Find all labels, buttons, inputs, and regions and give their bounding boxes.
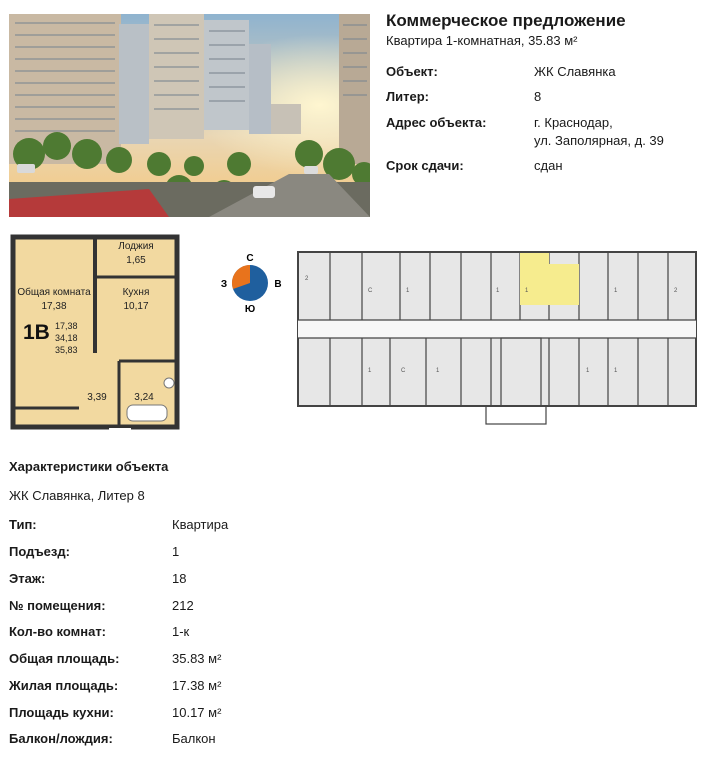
field-liter-value: 8	[534, 89, 542, 104]
offer-title: Коммерческое предложение	[386, 11, 626, 30]
field-deadline-label: Срок сдачи:	[386, 158, 464, 173]
plan-type-code: 1В	[23, 321, 50, 344]
field-liter-label: Литер:	[386, 89, 429, 104]
building-photo	[9, 14, 370, 217]
offer-subtitle: Квартира 1-комнатная, 35.83 м²	[386, 33, 578, 48]
char-floor-value: 18	[172, 571, 187, 586]
char-entrance-label: Подъезд:	[9, 544, 70, 559]
char-living-area-label: Жилая площадь:	[9, 678, 119, 693]
svg-text:1: 1	[406, 288, 410, 294]
plan-sum-total-no-loggia: 34,18	[55, 333, 78, 343]
plan-kitchen-area: 10,17	[123, 301, 149, 312]
characteristics-subtitle: ЖК Славянка, Литер 8	[9, 488, 145, 503]
char-kitchen-area-value: 10.17 м²	[172, 705, 222, 720]
svg-text:1: 1	[368, 368, 372, 374]
plan-loggia-area: 1,65	[126, 255, 146, 266]
field-deadline-value: сдан	[534, 158, 563, 173]
char-balcony-label: Балкон/лождия:	[9, 731, 113, 746]
char-unit-value: 212	[172, 598, 194, 613]
field-address-label: Адрес объекта:	[386, 115, 487, 130]
plan-sum-total: 35,83	[55, 345, 78, 355]
char-kitchen-area-label: Площадь кухни:	[9, 705, 114, 720]
floor-plan	[296, 250, 700, 428]
char-entrance-value: 1	[172, 544, 180, 559]
plan-room-label: Общая комната	[17, 287, 91, 298]
field-address-value: г. Краснодар,	[534, 115, 613, 130]
char-type-label: Тип:	[9, 517, 37, 532]
char-floor-label: Этаж:	[9, 571, 46, 586]
char-balcony-value: Балкон	[172, 731, 216, 746]
svg-text:1: 1	[436, 368, 440, 374]
svg-text:1: 1	[586, 368, 590, 374]
svg-text:1: 1	[614, 368, 618, 374]
apartment-plan	[9, 233, 181, 433]
char-total-area-value: 35.83 м²	[172, 651, 222, 666]
svg-text:2: 2	[305, 276, 309, 282]
svg-text:1: 1	[525, 288, 529, 294]
field-address-value-line2: ул. Заполярная, д. 39	[534, 133, 664, 148]
svg-text:1: 1	[614, 288, 618, 294]
plan-hall-area: 3,39	[87, 392, 107, 403]
compass-north: С	[246, 253, 254, 264]
char-unit-label: № помещения:	[9, 598, 106, 613]
plan-bath-area: 3,24	[134, 392, 154, 403]
svg-text:С: С	[368, 288, 373, 294]
char-rooms-value: 1-к	[172, 624, 190, 639]
svg-text:2: 2	[674, 288, 678, 294]
char-living-area-value: 17.38 м²	[172, 678, 222, 693]
char-rooms-label: Кол-во комнат:	[9, 624, 107, 639]
svg-text:1: 1	[496, 288, 500, 294]
compass-east: В	[274, 279, 282, 290]
plan-kitchen-label: Кухня	[122, 287, 150, 298]
field-object-label: Объект:	[386, 64, 438, 79]
plan-loggia-label: Лоджия	[118, 241, 154, 252]
plan-room-area: 17,38	[41, 301, 67, 312]
compass-west: З	[220, 279, 228, 290]
char-total-area-label: Общая площадь:	[9, 651, 120, 666]
compass	[218, 251, 288, 313]
plan-sum-living: 17,38	[55, 321, 78, 331]
svg-text:С: С	[401, 368, 406, 374]
compass-south: Ю	[244, 304, 256, 313]
field-object-value: ЖК Славянка	[534, 64, 616, 79]
char-type-value: Квартира	[172, 517, 229, 532]
highlighted-apartment	[520, 253, 549, 305]
characteristics-title: Характеристики объекта	[9, 459, 169, 474]
